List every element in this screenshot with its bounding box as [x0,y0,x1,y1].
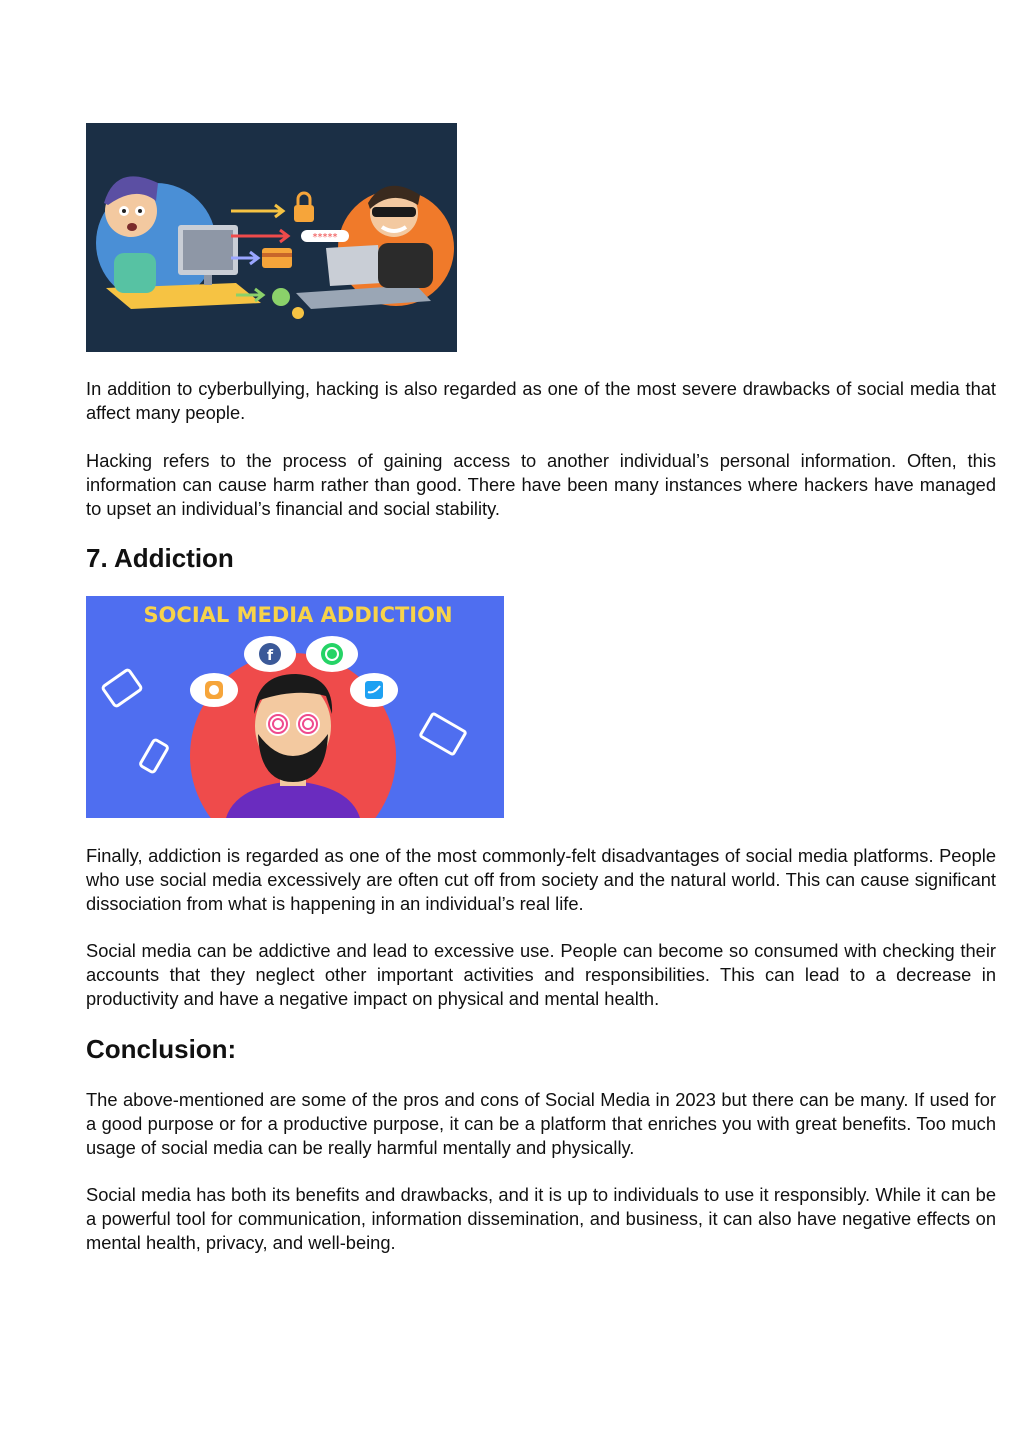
facebook-icon [244,636,296,672]
hacking-paragraph-2: Hacking refers to the process of gaining access to another individual’s personal information. Often, this information can cause harm rather than good. There have been many instances where hackers have managed to upset an individual’s financial and social stability. [86,450,996,519]
instagram-icon [190,673,238,707]
addiction-illustration-svg [86,596,504,818]
twitter-icon [350,673,398,707]
conclusion-paragraph-2: Social media has both its benefits and drawbacks, and it is up to individuals to use it responsibly. While it can be a powerful tool for communication, information dissemination, and business, it can also have negative effects on mental health, privacy, and well-being. [86,1184,996,1253]
addiction-heading: 7. Addiction [86,543,234,573]
conclusion-paragraph-1: The above-mentioned are some of the pros and cons of Social Media in 2023 but there can be many. If used for a good purpose or for a productive purpose, it can be a platform that enriches you with great benefits. Too much usage of social media can be really harmful mentally and physically. [86,1089,996,1158]
conclusion-heading: Conclusion: [86,1034,237,1064]
password-mask-text: ***** [312,232,338,243]
whatsapp-icon [306,636,358,672]
hacking-paragraph-1: In addition to cyberbullying, hacking is also regarded as one of the most severe drawbacks of social media that affect many people. [86,378,996,423]
addiction-paragraph-1: Finally, addiction is regarded as one of the most commonly-felt disadvantages of social media platforms. People who use social media excessively are often cut off from society and the natural world. This can cause significant dissociation from what is happening in an individual’s real life. [86,845,996,914]
hacking-illustration-svg [86,123,457,352]
addiction-image-title: SOCIAL MEDIA ADDICTION [143,603,453,627]
addiction-paragraph-2: Social media can be addictive and lead to excessive use. People can become so consumed with checking their accounts that they neglect other important activities and responsibilities. This can lead to a decrease in productivity and have a negative impact on physical and mental health. [86,940,996,1009]
svg-text:f: f [266,648,274,664]
hacking-illustration [86,123,457,357]
addiction-illustration [86,596,504,823]
